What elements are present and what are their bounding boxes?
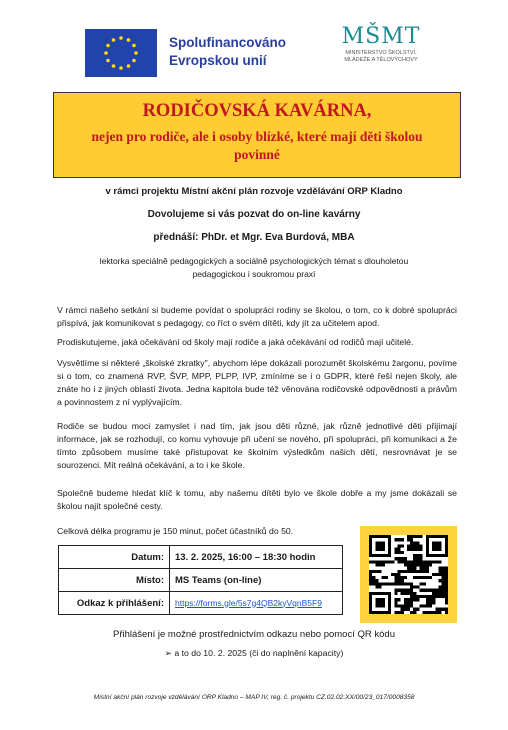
info-table: [58, 545, 343, 615]
place-value: MS Teams (on-line): [170, 569, 343, 592]
paragraph-abbreviations: Vysvětlíme si některé „školské zkratky", abychom lépe dokázali porozumět školskému žargonu, povíme si o tom, co znamená RVP, ŠVP, MPP, PLPP, IVP, zmíníme se i o GDPR, které řeší nejen školy, ale znáte ho i z jiných oblastí života. Jedna kapitola bude též věnována rodičovské odpovědnosti a právům a povinnostem z ní vyplývajícím.: [57, 358, 457, 407]
eu-cofinanced-text: [169, 34, 286, 70]
eu-flag-icon: [85, 29, 157, 77]
eu-star: [112, 38, 116, 42]
eu-star: [119, 36, 123, 40]
eu-star: [119, 66, 123, 70]
invite-line: Dovolujeme si vás pozvat do on-line kavárny: [147, 209, 361, 220]
deadline-line: [0, 648, 508, 659]
msmt-logo-icon: [317, 24, 445, 84]
eu-star: [127, 64, 131, 68]
msmt-line1: MINISTERSTVO ŠKOLSTVÍ,: [345, 50, 417, 56]
event-title: RODIČOVSKÁ KAVÁRNA,: [142, 101, 372, 121]
place-label: Místo:: [59, 569, 170, 592]
speaker-description: lektorka speciálně pedagogických a sociálně psychologických témat s dlouholetou pedagogickou i soukromou praxí: [99, 256, 409, 279]
info-row-date: [59, 546, 343, 569]
eu-star: [127, 38, 131, 42]
deadline-text: a to do 10. 2. 2025 (či do naplnění kapacity): [174, 648, 344, 658]
date-value: 13. 2. 2025, 16:00 – 18:30 hodin: [170, 546, 343, 569]
qr-code-frame: [360, 526, 457, 623]
eu-text-line1: Spolufinancováno: [169, 35, 287, 50]
eu-star: [132, 44, 136, 48]
bullet-arrow-icon: ➢: [164, 648, 172, 658]
eu-star: [132, 59, 136, 63]
eu-star: [104, 51, 108, 55]
paragraph-children: Rodiče se budou moci zamyslet i nad tím, jak jsou děti různé, jak různě jednotlivé děti přijímají informace, jak se rozhodují, co komu vyhovuje při učení se nového, při spolupráci, při komunikaci a že tímto způsobem musíme také přistupovat ke školním výsledkům našich dětí, nesrovnávat je se sourozenci. Mít reálná očekávání, a to i ke škole.: [57, 421, 457, 470]
event-subtitle: nejen pro rodiče, ale i osoby blízké, které mají děti školou povinné: [91, 129, 423, 162]
paragraph-cooperation: V rámci našeho setkání si budeme povídat o spolupráci rodiny se školou, o tom, co k dobré spolupráci přispívá, jak komunikovat s pedagogy, co říct o svém dítěti, kdy jít za učitelem apod.: [57, 305, 457, 328]
qr-code-icon[interactable]: [369, 535, 448, 614]
footer-project-text: Místní akční plán rozvoje vzdělávání ORP Kladno – MAP IV, reg. č. projektu CZ.02.02.XX/00/23_017/0008358: [93, 694, 415, 701]
paragraph-key: Společně budeme hledat klíč k tomu, aby našemu dítěti bylo ve škole dobře a my jsme dokázali se školou najít společné cesty.: [57, 488, 457, 511]
project-line: v rámci projektu Místní akční plán rozvoje vzdělávání ORP Kladno: [105, 186, 403, 197]
date-label: Datum:: [59, 546, 170, 569]
logo-bar: [85, 24, 445, 84]
duration-line: Celková délka programu je 150 minut, počet účastníků do 50.: [57, 526, 294, 536]
eu-star: [106, 59, 110, 63]
info-row-place: [59, 569, 343, 592]
registration-link[interactable]: https://forms.gle/5s7g4QB2kyVqnB5F9: [175, 597, 322, 608]
paragraph-expectations: Prodiskutujeme, jaká očekávání od školy mají rodiče a jaká očekávání od rodičů mají učitelé.: [57, 337, 414, 347]
eu-star: [134, 51, 138, 55]
signup-text: Přihlášení je možné prostřednictvím odkazu nebo pomocí QR kódu: [113, 629, 395, 640]
eu-star: [106, 44, 110, 48]
eu-star: [112, 64, 116, 68]
link-label: Odkaz k přihlášení:: [59, 592, 170, 615]
title-banner: [53, 92, 461, 178]
info-row-link: [59, 592, 343, 615]
msmt-line2: MLÁDEŽE A TĚLOVÝCHOVY: [344, 57, 418, 63]
speaker-line: přednáší: PhDr. et Mgr. Eva Burdová, MBA: [153, 232, 355, 243]
msmt-mark: MŠMT: [341, 24, 421, 49]
eu-text-line2: Evropskou unií: [169, 53, 267, 68]
